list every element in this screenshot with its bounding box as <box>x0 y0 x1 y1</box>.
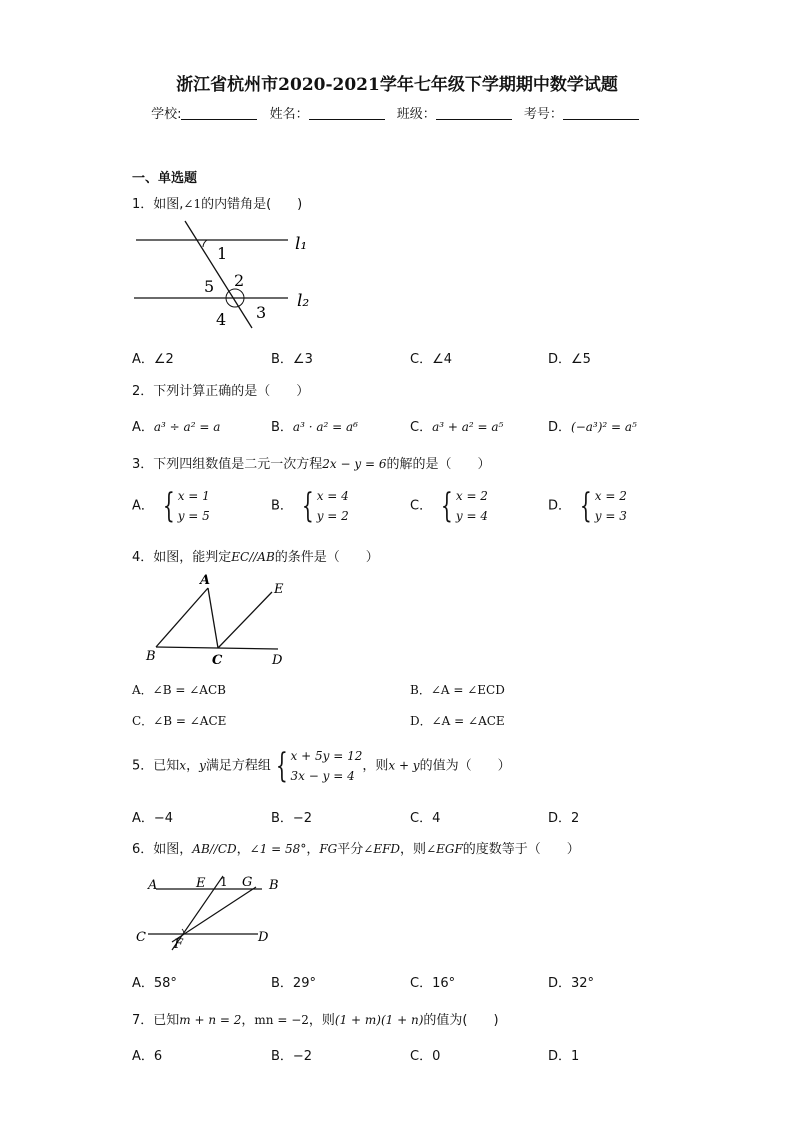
q2-option-a[interactable]: A．a³ ÷ a² = a <box>132 420 221 435</box>
q1-option-d[interactable]: D．∠5 <box>548 352 591 367</box>
school-label: 学校: <box>151 107 182 122</box>
q1-option-b[interactable]: B．∠3 <box>271 352 313 367</box>
question-6-stem: 6．如图，AB//CD，∠1 = 58°，FG平分∠EFD，则∠EGF的度数等于（ ） <box>132 842 580 857</box>
fig6-label-g: G <box>242 875 253 890</box>
fig1-label-4: 4 <box>216 310 227 329</box>
q6-option-d[interactable]: D．32° <box>548 976 595 991</box>
class-blank[interactable] <box>436 107 512 120</box>
page-title: 浙江省杭州市2020-2021学年七年级下学期期中数学试题 <box>176 75 618 95</box>
q6-option-a[interactable]: A．58° <box>132 976 177 991</box>
class-label: 班级： <box>396 107 436 122</box>
fig6-label-b: B <box>269 878 279 893</box>
q3-a-system: { x = 1 y = 5 <box>162 486 210 526</box>
q4-option-b[interactable]: B．∠A = ∠ECD <box>410 683 505 697</box>
fig4-label-c: C <box>212 653 223 668</box>
fig6-label-d: D <box>258 930 269 945</box>
q2-option-b[interactable]: B．a³ · a² = a⁶ <box>271 420 358 435</box>
fig6-label-1: 1 <box>220 875 228 889</box>
q7-option-b[interactable]: B．−2 <box>271 1049 313 1064</box>
fig6-label-f: F <box>174 937 184 952</box>
q3-option-b[interactable]: B． { x = 4 y = 2 <box>271 486 349 526</box>
fig4-label-b: B <box>146 649 156 664</box>
fig6-label-c: C <box>136 930 146 945</box>
q3-b-system: { x = 4 y = 2 <box>301 486 349 526</box>
number-blank[interactable] <box>563 107 639 120</box>
question-3-stem: 3．下列四组数值是二元一次方程2x − y = 6的解的是（ ） <box>132 457 491 472</box>
name-label: 姓名： <box>269 107 309 122</box>
question-5-stem: 5．已知x，y满足方程组 { x + 5y = 12 3x − y = 4 ，则x + y的值为（ ） <box>132 746 511 786</box>
student-info-row <box>0 103 794 122</box>
q1-option-a[interactable]: A．∠2 <box>132 352 174 367</box>
q3-option-d[interactable]: D． { x = 2 y = 3 <box>548 486 627 526</box>
fig4-label-d: D <box>272 653 283 668</box>
question-6-figure <box>134 870 284 952</box>
question-2-stem: 2．下列计算正确的是（ ） <box>132 384 310 399</box>
q2-option-d[interactable]: D．(−a³)² = a⁵ <box>548 420 637 435</box>
question-7-stem: 7．已知m + n = 2，mn = −2，则(1 + m)(1 + n)的值为( ) <box>132 1013 499 1028</box>
q3-c-system: { x = 2 y = 4 <box>441 486 488 526</box>
q1-option-c[interactable]: C．∠4 <box>410 352 453 367</box>
q7-option-a[interactable]: A．6 <box>132 1049 163 1064</box>
section-title: 一、单选题 <box>132 171 198 186</box>
fig1-label-l2: l₂ <box>297 291 310 311</box>
fig4-label-e: E <box>274 582 284 597</box>
q6-option-b[interactable]: B．29° <box>271 976 316 991</box>
fig6-label-a: A <box>148 878 158 893</box>
q5-system: { x + 5y = 12 3x − y = 4 <box>275 746 363 786</box>
question-1-figure <box>130 218 330 333</box>
q3-d-system: { x = 2 y = 3 <box>580 486 627 526</box>
q6-option-c[interactable]: C．16° <box>410 976 456 991</box>
fig1-label-2: 2 <box>234 271 245 290</box>
q5-option-a[interactable]: A．−4 <box>132 811 174 826</box>
q7-option-d[interactable]: D．1 <box>548 1049 580 1064</box>
q5-option-b[interactable]: B．−2 <box>271 811 313 826</box>
q3-option-a[interactable]: A． { x = 1 y = 5 <box>132 486 210 526</box>
question-4-figure <box>140 572 300 672</box>
fig1-label-5: 5 <box>204 277 215 296</box>
fig1-label-1: 1 <box>217 244 228 263</box>
fig4-label-a: A <box>200 573 211 588</box>
name-blank[interactable] <box>309 107 385 120</box>
q4-option-c[interactable]: C．∠B = ∠ACE <box>132 714 227 728</box>
fig1-label-l1: l₁ <box>295 234 308 254</box>
question-4-stem: 4．如图，能判定EC//AB的条件是（ ） <box>132 550 379 565</box>
fig1-label-3: 3 <box>256 303 267 322</box>
q2-option-c[interactable]: C．a³ + a² = a⁵ <box>410 420 504 435</box>
q5-option-d[interactable]: D．2 <box>548 811 580 826</box>
q3-option-c[interactable]: C． { x = 2 y = 4 <box>410 486 488 526</box>
fig6-label-e: E <box>196 876 206 891</box>
q7-option-c[interactable]: C．0 <box>410 1049 441 1064</box>
q4-option-a[interactable]: A．∠B = ∠ACB <box>132 683 226 697</box>
number-label: 考号： <box>523 107 563 122</box>
question-1-stem: 1．如图,∠1的内错角是( ) <box>132 197 303 212</box>
school-blank[interactable] <box>181 107 257 120</box>
q5-option-c[interactable]: C．4 <box>410 811 441 826</box>
q4-option-d[interactable]: D．∠A = ∠ACE <box>410 714 505 728</box>
